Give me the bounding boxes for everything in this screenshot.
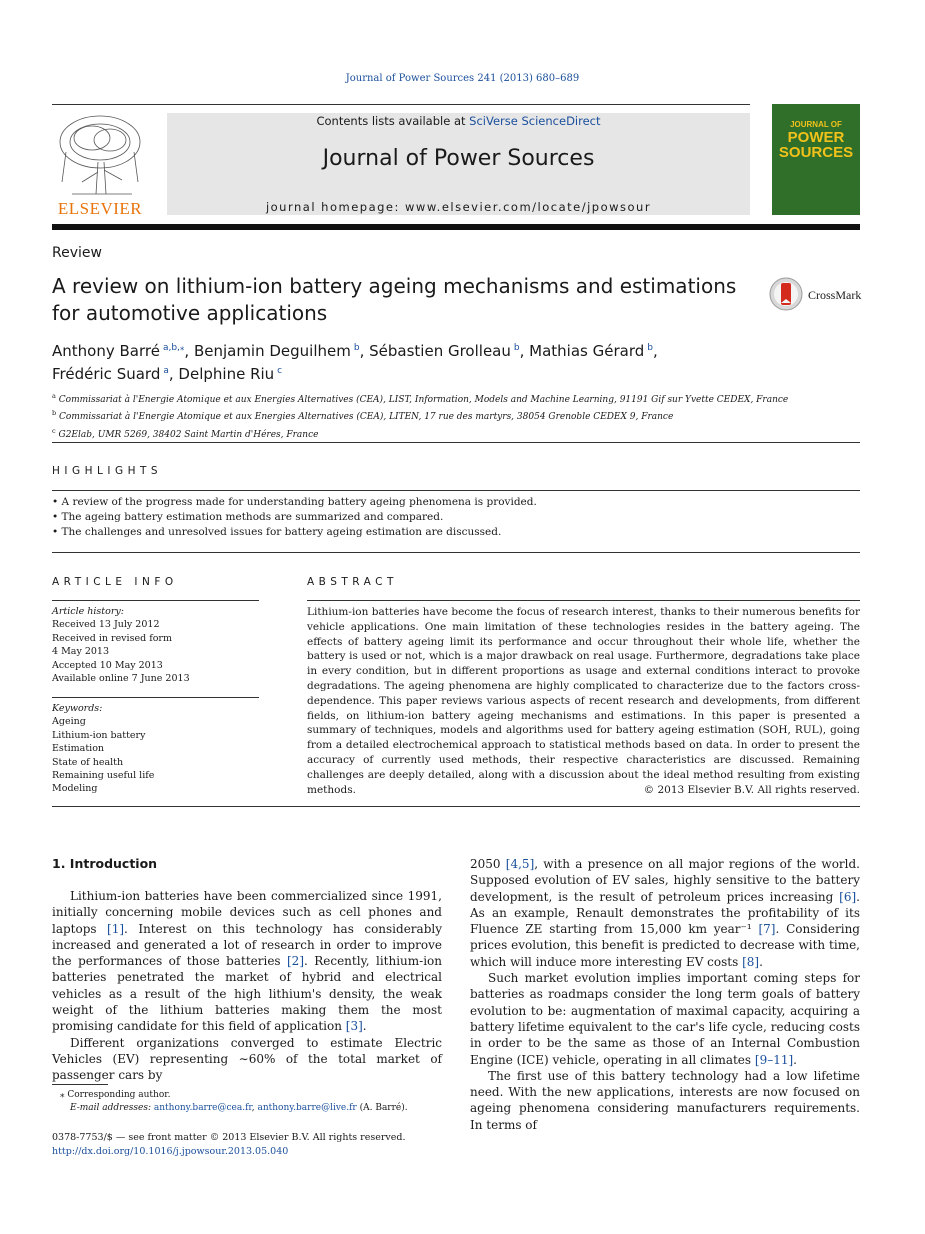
text-run: Lithium-ion batteries have been commercialized since 1991, initially concerning mobile devices such as cell phones and laptops	[52, 889, 442, 936]
author-name: Mathias Gérard	[529, 342, 645, 360]
contents-line	[167, 114, 750, 128]
abstract-heading: ABSTRACT	[307, 576, 398, 588]
crossmark-label[interactable]: CrossMark	[808, 288, 862, 302]
text-run: .	[362, 1019, 367, 1034]
keyword: Estimation	[52, 743, 105, 755]
history-item: Accepted 10 May 2013	[52, 659, 163, 671]
text-run: . As an example, Renault demonstrates the profitability of its Fluence ZE starting from 15,000 km year⁻¹	[470, 889, 860, 937]
email-link[interactable]: anthony.barre@live.fr	[257, 1103, 357, 1113]
author-superscript[interactable]: b	[513, 343, 520, 353]
affiliation-mark: b	[52, 409, 57, 418]
author-name: Anthony Barré	[52, 342, 160, 360]
cover-title-line1: JOURNAL OF	[790, 120, 842, 129]
affiliation-mark: c	[52, 426, 56, 435]
citation-link[interactable]: [4,5]	[505, 857, 535, 871]
journal-title: Journal of Power Sources	[322, 146, 595, 171]
divider	[52, 806, 860, 807]
history-label: Article history:	[52, 606, 124, 617]
keyword: Ageing	[52, 716, 86, 728]
author	[52, 342, 194, 360]
header-rule	[52, 104, 750, 105]
author-separator: ,	[519, 342, 530, 360]
article-type: Review	[52, 245, 102, 261]
citation-link[interactable]: [8]	[742, 954, 760, 969]
author	[52, 365, 178, 383]
divider	[52, 490, 860, 491]
issn-line: 0378-7753/$ — see front matter © 2013 Elsevier B.V. All rights reserved.	[52, 1132, 406, 1143]
text-run: The first use of this battery technology had a low lifetime need. With the new applications, interests are now focused on ageing phenomena considering manufacturers requirements. In terms of	[470, 1068, 860, 1132]
divider	[52, 442, 860, 443]
text-run: Such market evolution implies important coming steps for batteries as roadmaps consider the long term goals of battery evolution to be: augmentation of maximal capacity, acquiring a battery lifetime equivalent to the car's life cycle, reducing costs in order to be the same as those of an Internal Combustion Engine (ICE) vehicle, operating in all climates	[470, 971, 860, 1067]
author	[369, 342, 529, 360]
author-separator: ,	[359, 342, 370, 360]
affiliation-text: Commissariat à l'Energie Atomique et aux Energies Alternatives (CEA), LIST, Information, Models and Machine Learning, 91191 Gif sur Yvette CEDEX, France	[58, 395, 789, 405]
elsevier-wordmark: ELSEVIER	[57, 199, 143, 218]
highlight-item: • A review of the progress made for understanding battery ageing phenomena is provided.	[52, 496, 537, 508]
doi-link[interactable]: http://dx.doi.org/10.1016/j.jpowsour.2013.05.040	[52, 1145, 289, 1157]
email-separator: ,	[251, 1103, 258, 1113]
affiliation	[52, 425, 852, 442]
author-separator: ,	[168, 365, 179, 383]
citation-link[interactable]: [9–11]	[754, 1052, 794, 1067]
citation-link[interactable]: [6]	[839, 889, 857, 904]
divider	[52, 600, 259, 601]
highlight-text: A review of the progress made for understanding battery ageing phenomena is provided.	[61, 496, 537, 508]
email-line	[52, 1102, 452, 1115]
citation-link[interactable]: [1]	[107, 921, 125, 936]
footnote-marker: ⁎	[60, 1090, 65, 1100]
cover-title-line2: POWER	[787, 129, 845, 146]
highlights-heading: HIGHLIGHTS	[52, 465, 163, 477]
text-run: . Considering prices evolution, this benefit is predicted to decrease with time, which will induce more interesting EV costs	[470, 922, 860, 969]
author-separator: ,	[652, 342, 658, 360]
text-run: Different organizations converged to estimate Electric Vehicles (EV) representing ∼60% of the total market of passenger cars by	[52, 1035, 442, 1083]
article-history	[52, 605, 259, 685]
journal-homepage[interactable]: journal homepage: www.elsevier.com/locate/jpowsour	[265, 200, 652, 214]
highlight-item: • The ageing battery estimation methods are summarized and compared.	[52, 511, 444, 523]
highlight-text: The challenges and unresolved issues for battery ageing estimation are discussed.	[61, 526, 502, 538]
header-thick-rule	[52, 224, 860, 230]
highlight-item: • The challenges and unresolved issues for battery ageing estimation are discussed.	[52, 526, 502, 538]
text-run: .	[793, 1052, 797, 1067]
history-item: Received in revised form	[52, 632, 172, 644]
paragraph	[470, 1068, 860, 1133]
author-name: Sébastien Grolleau	[369, 342, 511, 360]
corresponding-author	[52, 1089, 452, 1102]
author-separator: ,	[184, 342, 194, 360]
citation-link[interactable]: [7]	[758, 922, 776, 937]
affiliation	[52, 407, 852, 424]
keyword: State of health	[52, 756, 124, 768]
affiliation-text: Commissariat à l'Energie Atomique et aux Energies Alternatives (CEA), LITEN, 17 rue des martyrs, 38054 Grenoble CEDEX 9, France	[59, 412, 674, 423]
footnote	[52, 1089, 452, 1115]
highlight-text: The ageing battery estimation methods are summarized and compared.	[61, 511, 444, 523]
paragraph	[470, 970, 860, 1068]
author-superscript[interactable]: b	[353, 343, 360, 353]
journal-reference[interactable]: Journal of Power Sources 241 (2013) 680–689	[345, 73, 580, 84]
history-item: 4 May 2013	[52, 646, 110, 658]
section-heading: 1. Introduction	[52, 856, 158, 871]
author	[529, 342, 658, 360]
cover-title	[772, 120, 860, 160]
paragraph	[52, 1035, 442, 1084]
author-name: Frédéric Suard	[52, 365, 161, 383]
author-superscript[interactable]: b	[647, 343, 653, 353]
affiliation	[52, 390, 852, 407]
abstract-text: Lithium-ion batteries have become the focus of research interest, thanks to their numerous benefits for vehicle applications. One main limitation of these technologies resides in the battery ageing. The effects of battery ageing limit its performance and occur throughout their whole life, whether the battery is used or not, which is a major drawback on real usage. Furthermore, degradations take place in every condition, but in different proportions as usage and external conditions interact to provoke degradations. The ageing phenomena are highly complicated to characterize due to the factors cross-dependence. This paper reviews various aspects of recent research and developments, from different fields, on lithium-ion battery ageing mechanisms and estimations. In this paper is presented a summary of techniques, models and algorithms used for battery ageing estimation (SOH, RUL), going from a detailed electrochemical approach to statistical methods based on data. In order to present the accuracy of currently used methods, their respective characteristics are discussed. Remaining challenges are deeply detailed, along with a discussion about the ideal method resulting from existing methods.	[307, 606, 860, 796]
text-run: . Interest on this technology has considerably increased and generated a lot of research in order to improve the performances of those batteries	[52, 921, 442, 969]
keyword: Modeling	[52, 783, 98, 795]
text-run: . Recently, lithium-ion batteries penetrated the market of hybrid and electrical vehicles as a result of the high lithium's density, the weak weight of the lithium batteries making them the most promising candidate for this field of application	[52, 954, 443, 1034]
body-left-column	[52, 888, 442, 1084]
sciencedirect-link[interactable]: SciVerse ScienceDirect	[469, 114, 601, 128]
highlights-list	[52, 495, 860, 540]
keywords-label: Keywords:	[52, 703, 103, 714]
front-matter	[52, 1131, 452, 1158]
divider	[52, 697, 259, 698]
text-run: .	[759, 954, 763, 969]
email-label: E-mail addresses:	[70, 1103, 154, 1113]
article-info-heading: ARTICLE INFO	[52, 576, 178, 588]
affiliations	[52, 390, 852, 442]
text-run: 2050	[470, 857, 506, 871]
divider	[307, 600, 860, 601]
affiliation-text: G2Elab, UMR 5269, 38402 Saint Martin d'Héres, France	[58, 429, 319, 440]
contents-prefix: Contents lists available at	[316, 114, 470, 128]
history-item: Available online 7 June 2013	[52, 673, 190, 685]
keyword: Remaining useful life	[52, 770, 155, 782]
author-superscript[interactable]: a,b,⁎	[162, 343, 185, 353]
footnote-text: Corresponding author.	[67, 1090, 171, 1100]
citation-link[interactable]: [2]	[287, 954, 304, 969]
keyword: Lithium-ion battery	[52, 729, 146, 741]
paragraph	[470, 856, 860, 970]
body-right-column	[470, 856, 860, 1133]
footnote-rule	[52, 1084, 108, 1085]
cover-title-line3: SOURCES	[778, 144, 854, 161]
affiliation-mark: a	[52, 392, 56, 400]
divider	[52, 552, 860, 553]
email-link[interactable]: anthony.barre@cea.fr	[153, 1103, 252, 1113]
author	[194, 342, 369, 360]
text-run: , with a presence on all major regions of the world. Supposed evolution of EV sales, highly sensitive to the battery development, is the result of petroleum prices increasing	[470, 857, 860, 904]
author	[178, 365, 282, 383]
keywords	[52, 702, 259, 796]
author-list	[52, 338, 832, 384]
crossmark-icon[interactable]	[769, 277, 803, 311]
author-name: Benjamin Deguilhem	[193, 342, 351, 360]
email-suffix: (A. Barré).	[356, 1103, 408, 1113]
citation-link[interactable]: [3]	[345, 1019, 363, 1034]
author-superscript[interactable]: c	[277, 366, 283, 376]
article-title: A review on lithium-ion battery ageing mechanisms and estimations for automotive applications	[52, 274, 737, 325]
author-name: Delphine Riu	[178, 365, 275, 383]
abstract-copyright: © 2013 Elsevier B.V. All rights reserved.	[643, 784, 860, 796]
paragraph	[52, 888, 442, 1035]
author-superscript[interactable]: a	[163, 366, 169, 376]
history-item: Received 13 July 2012	[52, 619, 160, 631]
